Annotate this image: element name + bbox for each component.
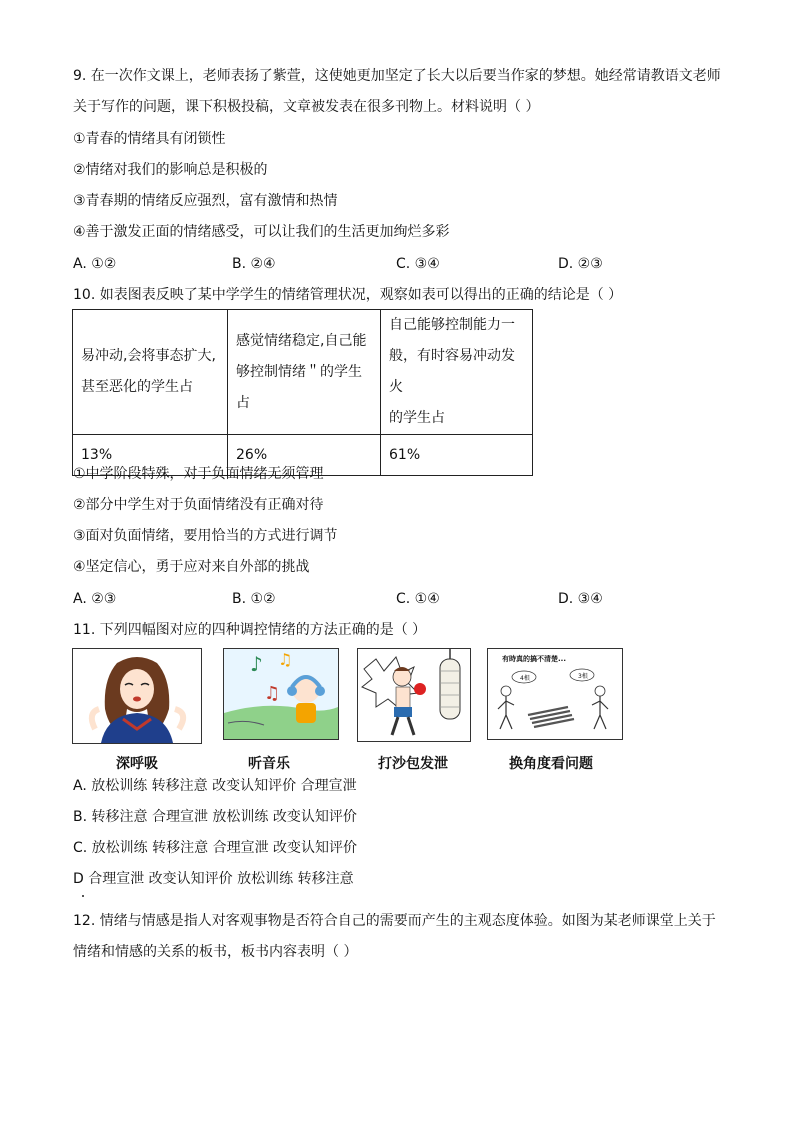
q10-item-1: ①中学阶段特殊，对于负面情绪无须管理 [73,466,324,482]
q10-item-2: ②部分中学生对于负面情绪没有正确对待 [73,497,324,513]
q9-stem-line1: 9. 在一次作文课上，老师表扬了紫萱，这使她更加坚定了长大以后要当作家的梦想。她经常请教语文老师 [73,68,721,84]
emotion-stat-table [72,309,533,476]
q11-option-d: D 合理宣泄 改变认知评价 放松训练 转移注意 [73,871,354,887]
q9-option-a: A. ①② [73,256,117,272]
table-header-row [73,310,533,435]
q9-item-1: ①青春的情绪具有闭锁性 [73,131,226,147]
q9-item-2: ②情绪对我们的影响总是积极的 [73,162,268,178]
q11-option-c: C. 放松训练 转移注意 合理宣泄 改变认知评价 [73,840,358,856]
svg-text:♪: ♪ [250,652,263,676]
q10-option-c: C. ①④ [396,591,440,607]
q9-option-c: C. ③④ [396,256,440,272]
stick-count-tag-right: 3根 [578,673,588,680]
q9-option-b: B. ②④ [232,256,276,272]
caption-listen-music: 听音乐 [248,756,290,772]
q9-item-4: ④善于激发正面的情绪感受，可以让我们的生活更加绚烂多彩 [73,224,450,240]
q11-option-a: A. 放松训练 转移注意 改变认知评价 合理宣泄 [73,778,357,794]
svg-text:♫: ♫ [264,683,281,704]
q9-item-3: ③青春期的情绪反应强烈，富有激情和热情 [73,193,338,209]
table-value-cell: 61% [381,435,533,476]
q10-option-b: B. ①② [232,591,276,607]
q11-stem: 11. 下列四幅图对应的四种调控情绪的方法正确的是（ ） [73,622,427,638]
q10-item-4: ④坚定信心，勇于应对来自外部的挑战 [73,559,310,575]
caption-change-perspective: 换角度看问题 [509,756,593,772]
q10-option-d: D. ③④ [558,591,603,607]
q10-option-a: A. ②③ [73,591,117,607]
q12-stem-line1: 12. 情绪与情感是指人对客观事物是否符合自己的需要而产生的主观态度体验。如图为某老师课堂上关于 [73,913,716,929]
punching-bag-illustration [357,648,471,742]
q9-option-d: D. ②③ [558,256,603,272]
caption-punching-bag: 打沙包发泄 [378,756,448,772]
caption-deep-breath: 深呼吸 [116,756,158,772]
svg-text:♫: ♫ [278,650,293,669]
q10-item-3: ③面对负面情绪，要用恰当的方式进行调节 [73,528,338,544]
q9-stem-line2: 关于写作的问题，课下积极投稿，文章被发表在很多刊物上。材料说明（ ） [73,99,540,115]
q11-option-b: B. 转移注意 合理宣泄 放松训练 改变认知评价 [73,809,357,825]
table-value-cell: 13% [73,435,228,476]
table-header-cell: 感觉情绪稳定,自己能 够控制情绪＂的学生占 [228,310,381,435]
stray-dot [82,895,84,897]
speech-bubble-text: 有時真的搞不清楚... [502,655,566,663]
stick-count-tag-left: 4根 [520,675,530,682]
table-value-cell: 26% [228,435,381,476]
q12-stem-line2: 情绪和情感的关系的板书，板书内容表明（ ） [73,944,358,960]
q10-stem: 10. 如表图表反映了某中学学生的情绪管理状况，观察如表可以得出的正确的结论是（ ） [73,287,623,303]
table-header-cell: 自己能够控制能力一 般，有时容易冲动发火 的学生占 [381,310,533,435]
change-perspective-illustration [487,648,623,740]
deep-breath-illustration [72,648,202,744]
listen-music-illustration [223,648,339,740]
table-header-cell: 易冲动,会将事态扩大, 甚至恶化的学生占 [73,310,228,435]
